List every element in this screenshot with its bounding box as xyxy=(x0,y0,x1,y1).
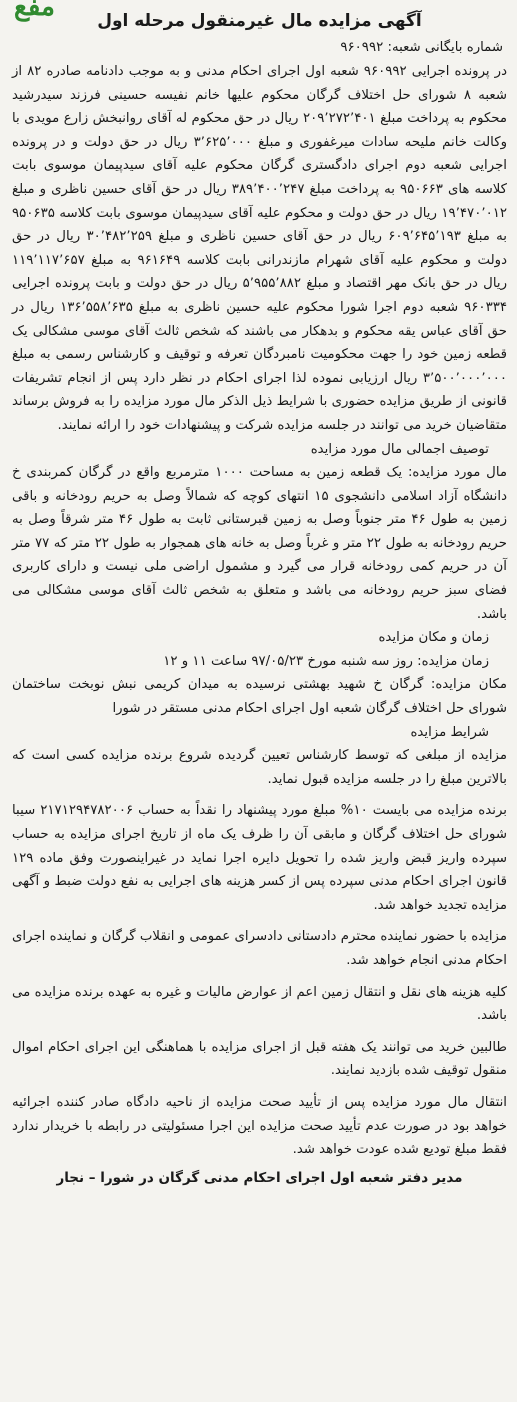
auction-time: زمان مزایده: روز سه شنبه مورخ ۹۷/۰۵/۲۳ ساعت ۱۱ و ۱۲ xyxy=(163,653,489,669)
condition-2: برنده مزایده می بایست ۱۰% مبلغ مورد پیشنهاد را نقداً به حساب ۲۱۷۱۲۹۴۷۸۲۰۰۶ سیبا شورای حل اختلاف گرگان و مابقی آن را ظرف یک ماه از تاریخ اجرای مزایده به حساب سپرده واریز قبض واریز شده را تحویل دایره اجرا نماید در غیراینصورت وفق ماده ۱۲۹ قانون اجرای احکام مدنی سپرده پس از کسر هزینه های اجرایی به نفع دولت ضبط و آگهی مزایده تجدید خواهد شد. xyxy=(12,803,507,913)
condition-5: طالبین خرید می توانند یک هفته قبل از اجرای مزایده با هماهنگی این اجرای احکام اموال منقول توقیف شده بازدید نمایند. xyxy=(12,1039,507,1079)
condition-4: کلیه هزینه های نقل و انتقال زمین اعم از عوارض مالیات و غیره به عهده برنده مزایده می باشد. xyxy=(12,984,507,1024)
property-description: مال مورد مزایده: یک قطعه زمین به مساحت ۱۰۰۰ مترمربع واقع در گرگان کمربندی خ دانشگاه آزاد اسلامی دانشجوی ۱۵ انتهای کوچه که شمالاً وصل به حریم رودخانه و باقی زمین به طول ۴۶ متر جنوباً وصل به زمین قبرستانی ثابت به طول ۴۶ متر شرقاً وصل به حریم رودخانه به طول ۲۲ متر و غرباً وصل به خانه های همجوار به طول ۲۲ متر که ۷۷ متر آن در حریم کمی رودخانه قرار می گیرد و مشمول اراضی ملی نیست و دارای کاربری فضای سبز حریم رودخانه می باشد و متعلق به شخص ثالث آقای موسی مشکالی می باشد. xyxy=(12,465,508,622)
signature: مدیر دفتر شعبه اول اجرای احکام مدنی گرگان در شورا – نجار xyxy=(56,1169,463,1186)
conditions-heading: شرایط مزایده xyxy=(410,724,489,740)
condition-3: مزایده با حضور نماینده محترم دادستانی دادسرای عمومی و انقلاب گرگان و نماینده اجرای احکام مدنی انجام خواهد شد. xyxy=(12,929,507,968)
condition-6: انتقال مال مورد مزایده پس از تأیید صحت مزایده از ناحیه دادگاه صادر کننده اجرائیه خواهد بود در صورت عدم تأیید صحت مزایده این اجرا مسئولیتی در رابطه با خریدار ندارد فقط مبلغ تودیع شده عودت خواهد شد. xyxy=(12,1094,507,1158)
auction-place: مکان مزایده: گرگان خ شهید بهشتی نرسیده به میدان کریمی نبش نوبخت ساختمان شورای حل اختلاف گرگان شعبه اول اجرای احکام مدنی مستقر در شورا xyxy=(12,677,507,717)
description-heading: توصیف اجمالی مال مورد مزایده xyxy=(310,441,489,457)
condition-1: مزایده از مبلغی که توسط کارشناس تعیین گردیده شروع برنده مزایده کسی است که بالاترین مبلغ را در جلسه مزایده قبول نماید. xyxy=(12,748,507,787)
time-place-heading: زمان و مکان مزایده xyxy=(378,630,489,646)
intro-paragraph: در پرونده اجرایی ۹۶۰۹۹۲ شعبه اول اجرای احکام مدنی و به موجب دادنامه صادره ۸۲ از شعبه ۸ شورای حل اختلاف گرگان محکوم علیها خانم نفیسه حسینی فرزند سیدرشید محکوم به پرداخت مبلغ ۲۰۹٬۲۷۲٬۴۰۱ ریال در حق محکوم له آقای روانبخش زارع مویدی با وکالت خانم ملیحه سادات میرغفوری و مبلغ ۳٬۶۲۵٬۰۰۰ ریال در حق دولت و در پرونده اجرایی شعبه دوم اجرای دادگستری گرگان محکوم علیه آقای سیدپیمان موسوی بابت کلاسه های ۹۵۰۶۶۳ به پرداخت مبلغ ۳۸۹٬۴۰۰٬۲۴۷ ریال در حق آقای حسین ناظری و مبلغ ۱۹٬۴۷۰٬۰۱۲ ریال در حق دولت و محکوم علیه آقای سیدپیمان موسوی بابت کلاسه ۹۵۰۶۳۵ به مبلغ ۶۰۹٬۶۴۵٬۱۹۳ ریال در حق آقای حسین ناظری و مبلغ ۳۰٬۴۸۲٬۲۵۹ ریال در حق دولت و محکوم علیه آقای شهرام مازندرانی بابت کلاسه ۹۶۱۶۴۹ به مبلغ ۱۱۹٬۱۱۷٬۶۵۷ ریال در حق بانک مهر اقتصاد و مبلغ ۵٬۹۵۵٬۸۸۲ ریال در حق دولت و بابت پرونده اجرایی ۹۶۰۳۳۴ شعبه دوم اجرا شورا محکوم علیه حسین ناظری به مبلغ ۱۳۶٬۵۵۸٬۶۳۵ ریال در حق آقای عباس یقه محکوم و بدهکار می باشند که شخص ثالث آقای موسی مشکالی یک قطعه زمین خود را جهت محکومیت نامبردگان تعرفه و توقیف و کارشناس رسمی به مبلغ ۳٬۵۰۰٬۰۰۰٬۰۰۰ ریال ارزیابی نموده لذا اجرای احکام در نظر دارد پس از انجام تشریفات قانونی از طریق مزایده حضوری با شرایط ذیل الذکر مال مورد مزایده را به فروش برساند متقاضیان خرید می توانند در جلسه مزایده شرکت و پیشنهادات خود را ارائه نمایند. xyxy=(12,64,508,433)
case-number: شماره بایگانی شعبه: ۹۶۰۹۹۲ xyxy=(340,40,503,55)
publisher-logo: مفع xyxy=(14,0,55,22)
notice-title: آگهی مزایده مال غیرمنقول مرحله اول xyxy=(97,11,422,31)
